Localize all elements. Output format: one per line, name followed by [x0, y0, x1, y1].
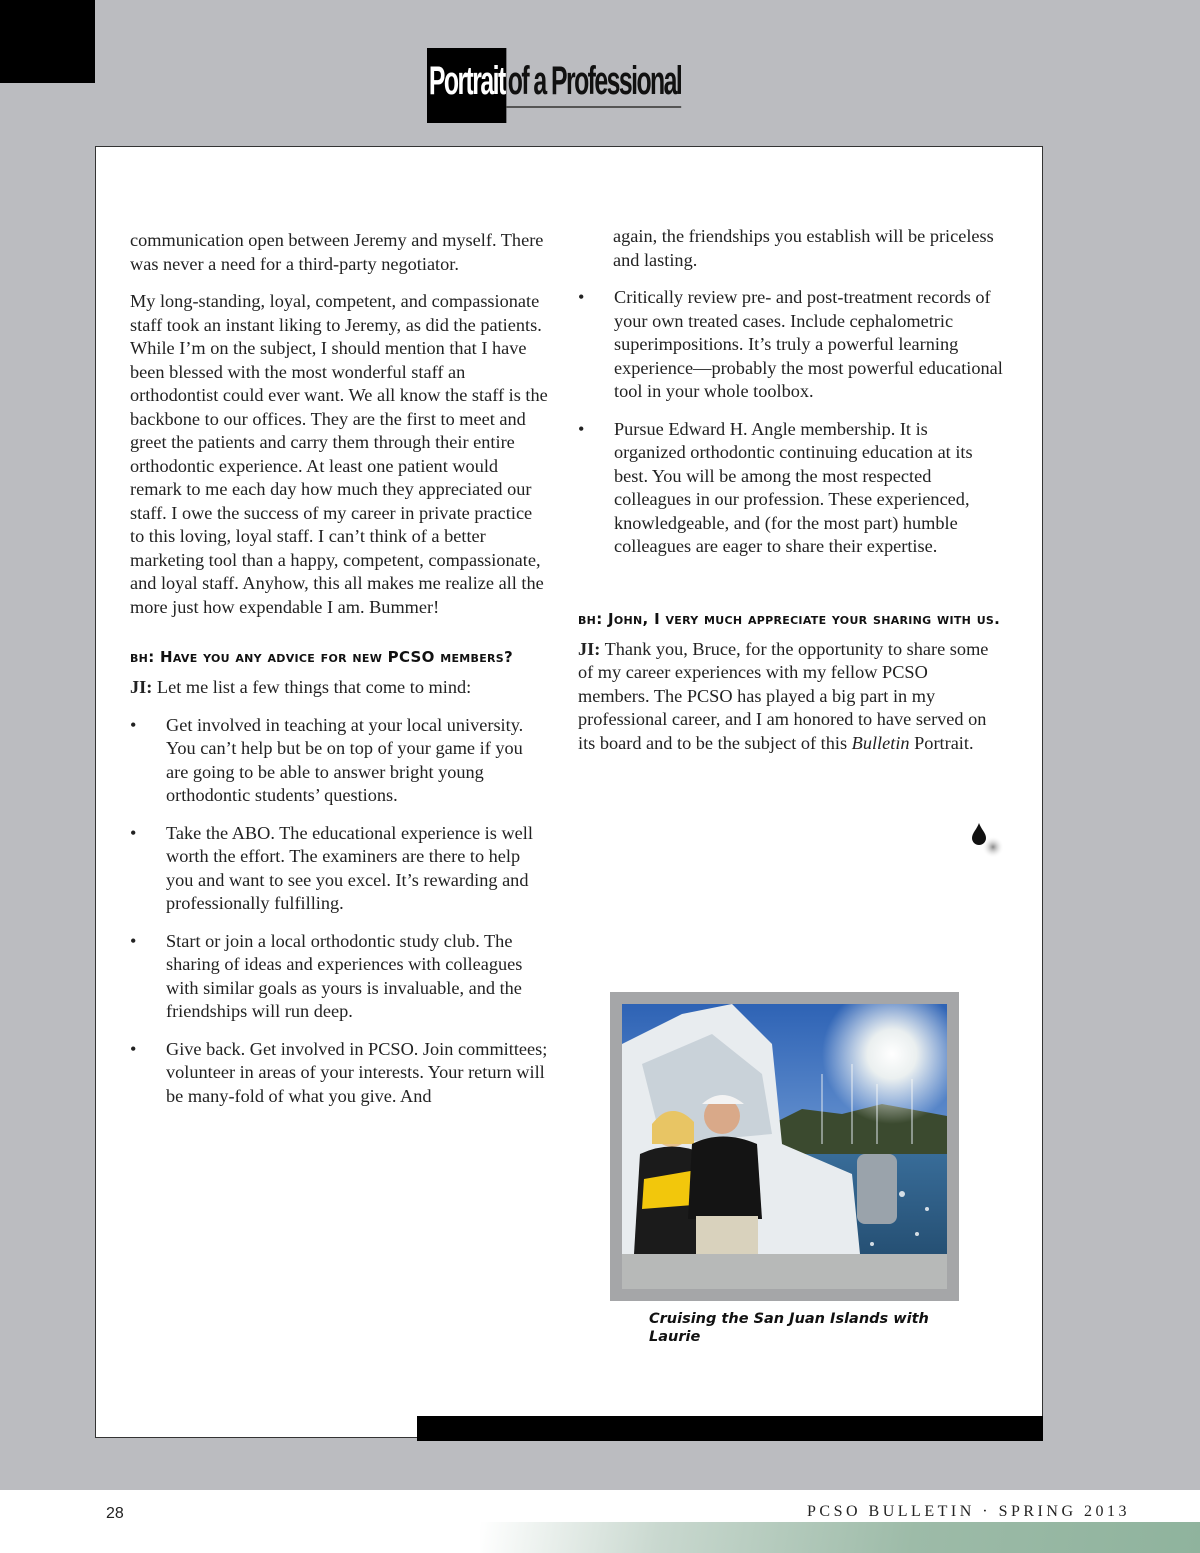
- bullet-icon: •: [130, 930, 137, 951]
- list-item: • Give back. Get involved in PCSO. Join committees; volunteer in areas of your interests. Your return will be many-fold of what you give. And: [130, 1038, 548, 1106]
- bullet-icon: •: [130, 714, 137, 735]
- answer: [130, 676, 548, 700]
- list-item: • Start or join a local orthodontic study club. The sharing of ideas and experiences with colleagues with similar goals as yours is invaluable, and the friendships will run deep.: [130, 930, 523, 1021]
- paragraph: communication open between Jeremy and myself. There was never a need for a third-party negotiator.: [130, 230, 544, 274]
- advice-list-continued: [578, 286, 1003, 559]
- running-footer: PCSO BULLETIN · SPRING 2013: [807, 1503, 1130, 1520]
- end-mark-icon: [968, 820, 1008, 860]
- bullet-icon: •: [130, 1038, 137, 1059]
- list-item: • Take the ABO. The educational experience is well worth the effort. The examiners are there to help you and want to see you excel. It’s rewarding and professionally fulfilling.: [130, 822, 533, 913]
- advice-list: [130, 714, 548, 1109]
- answer-label: JI:: [130, 677, 153, 697]
- answer: JI: Thank you, Bruce, for the opportunity to share some of my career experiences with my fellow PCSO members. The PCSO has played a big part in my professional career, and I am honored to have served on its board and to be the subject of this Bulletin Portrait.: [578, 638, 989, 753]
- paragraph: My long-standing, loyal, competent, and compassionate staff took an instant liking to Jeremy, as did the patients. While I’m on the subject, I should mention that I have been blessed with the most wonderful staff an orthodontist could ever want. We all know the staff is the backbone to our offices. They are the first to meet and greet the patients and carry them through their entire orthodontic experience. At least one patient would remark to me each day how much they appreciated our staff. I owe the success of my career in private practice to this loving, loyal staff. I can’t think of a better marketing tool than a happy, competent, compassionate, and loyal staff. Anyhow, this all makes me realize all the more just how expendable I am. Bummer!: [130, 291, 548, 617]
- bullet-icon: •: [130, 822, 137, 843]
- photo-caption: Cruising the San Juan Islands with Laurie: [649, 1311, 929, 1345]
- interview-question: bh: John, I very much appreciate your sharing with us.: [578, 609, 1001, 628]
- publication-name: Bulletin: [851, 732, 910, 753]
- page-number: 28: [106, 1505, 124, 1522]
- bullet-icon: •: [578, 418, 585, 439]
- column-left: [130, 229, 548, 1122]
- list-item: • Critically review pre- and post-treatment records of your own treated cases. Include cephalometric superimpositions. It’s truly a powerful learning experience—probably the most powerful educational tool in your whole toolbox.: [578, 287, 1003, 401]
- list-item: • Get involved in teaching at your local university. You can’t help but be on top of your game if you are going to be able to answer bright young orthodontic students’ questions.: [130, 714, 524, 805]
- bullet-icon: •: [578, 287, 585, 307]
- card-bottom-bar: [417, 1416, 1043, 1441]
- answer-label: JI:: [578, 638, 601, 659]
- list-item: • Pursue Edward H. Angle membership. It is organized orthodontic continuing education at its best. You will be among the most respected colleagues in our profession. These experienced, knowledgeable, and (for the most part) humble colleagues are eager to share their expertise.: [578, 418, 973, 556]
- photo-couple-on-boat: [622, 1004, 947, 1289]
- answer-text: Let me list a few things that come to mind:: [152, 677, 472, 697]
- title-rest: of a Professional: [507, 48, 682, 108]
- footer-gradient: [480, 1522, 1200, 1553]
- title-highlight: Portrait: [427, 48, 507, 123]
- corner-block: [0, 0, 95, 83]
- column-right: [578, 225, 1003, 769]
- section-title: [427, 48, 681, 123]
- list-item-continuation: again, the friendships you establish will be priceless and lasting.: [613, 226, 994, 270]
- interview-question: bh: Have you any advice for new PCSO members?: [130, 648, 514, 666]
